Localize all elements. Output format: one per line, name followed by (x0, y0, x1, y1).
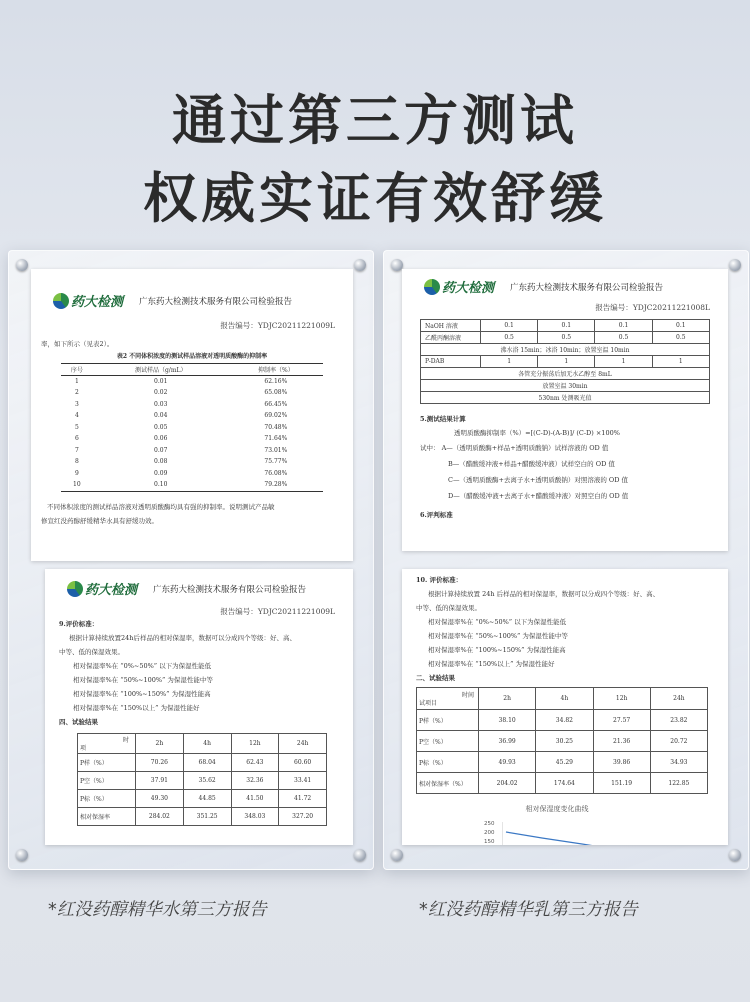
right-caption: *红没药醇精华乳第三方报告 (419, 900, 638, 920)
table-cell: 79.28% (264, 481, 288, 489)
table-row (421, 356, 710, 368)
table-cell: 60.60 (279, 754, 327, 772)
section-title: 6.评判标准 (420, 511, 453, 519)
report-number: 报告编号：YDJC20211221009L (220, 607, 335, 616)
table-row (61, 399, 323, 411)
table-cell: 0.5 (481, 332, 538, 344)
table-row (61, 433, 323, 445)
row-label: P空（%） (78, 772, 136, 790)
table-cell: 70.26 (136, 754, 184, 772)
row-label: P标（%） (417, 752, 479, 773)
level-line: 相对保湿率%在 “150%以上” 为保湿性能好 (428, 660, 555, 668)
table-cell: 21.36 (593, 731, 650, 752)
table-cell: 0.03 (154, 400, 168, 408)
column-header: 12h (231, 734, 279, 754)
table-cell: 65.08% (264, 389, 288, 397)
results-title: 四、试验结果 (59, 718, 98, 726)
paragraph: 根据计算持续放置 24h 后样品的相对保湿率，数据可以分成四个等级：好、高、 (428, 590, 660, 598)
left-caption: *红没药醇精华水第三方报告 (48, 900, 267, 920)
level-line: 相对保湿率%在 “0%~50%” 以下为保湿性能低 (73, 662, 212, 670)
table-cell: 38.10 (479, 710, 536, 731)
row-label: P样（%） (78, 754, 136, 772)
company-name: 广东药大检测技术服务有限公司检验报告 (153, 584, 307, 595)
step-cell: 各管充分振荡后加无水乙醇至 8mL (421, 368, 710, 380)
table-row (417, 773, 708, 794)
left-report-page-2 (45, 569, 353, 845)
pin-icon (354, 259, 366, 271)
paragraph: 根据计算持续放置24h后样品的相对保湿率，数据可以分成四个等级：好、高、 (69, 634, 296, 642)
table-row (421, 320, 710, 332)
chart-tick: 250 (484, 821, 495, 827)
table-cell: 5 (74, 423, 79, 431)
table-cell: 37.91 (136, 772, 184, 790)
table-cell: 174.64 (536, 773, 593, 794)
table-row (61, 468, 323, 480)
table-cell: 0.02 (154, 389, 168, 397)
inhibition-table (61, 364, 323, 491)
table-cell: 23.82 (650, 710, 707, 731)
column-header: 抑制率（%） (258, 367, 294, 374)
table-cell: 68.04 (183, 754, 231, 772)
table-cell: 0.1 (481, 320, 538, 332)
table-row (61, 422, 323, 434)
table-cell: 7 (74, 446, 79, 454)
logo-icon (67, 581, 83, 597)
column-header: 序号 (70, 367, 83, 374)
table-cell: 45.29 (536, 752, 593, 773)
column-header: 12h (593, 688, 650, 710)
table-cell: 41.50 (231, 790, 279, 808)
table-cell: 0.1 (538, 320, 595, 332)
report-number: 报告编号：YDJC20211221009L (220, 321, 335, 330)
step-cell: 放置室温 30min (421, 380, 710, 392)
level-line: 相对保湿率%在 “100%~150%” 为保湿性能高 (428, 646, 566, 654)
brand-logo (424, 277, 494, 296)
company-name: 广东药大检测技术服务有限公司检验报告 (510, 282, 664, 293)
level-line: 相对保湿率%在 “0%~50%” 以下为保湿性能低 (428, 618, 567, 626)
reagent-table (420, 319, 710, 404)
table-cell: 30.25 (536, 731, 593, 752)
table-row (61, 456, 323, 468)
table-row (421, 392, 710, 404)
table-cell: 34.93 (650, 752, 707, 773)
formula: 透明质酸酶抑制率（%）=[(C-D)-(A-B)]/ (C-D) ×100% (454, 429, 620, 437)
conclusion-line-2: 修宣红没药醇舒缓精华水具有舒缓功效。 (41, 516, 158, 525)
table-cell: 1 (538, 356, 595, 368)
logo-icon (424, 279, 440, 295)
step-cell: 沸水浴 15min；冰浴 10min；放置室温 10min (421, 344, 710, 356)
table-cell: 0.01 (154, 378, 168, 385)
results-title: 二、试验结果 (416, 674, 455, 682)
logo-text: 药大检测 (85, 583, 138, 598)
row-label: P-DAB (421, 356, 481, 368)
table-row (78, 754, 327, 772)
table-cell: 76.08% (264, 469, 288, 477)
table-cell: 0.04 (154, 412, 168, 420)
table-row (61, 410, 323, 422)
pin-icon (354, 849, 366, 861)
formula-line: B—（醋酸缓冲液+样品+醋酸缓冲液）试样空白的 OD 值 (448, 460, 615, 468)
row-label: P标（%） (78, 790, 136, 808)
corner-cell: 时间 试项目 (417, 688, 479, 710)
humidity-chart (462, 804, 652, 845)
pin-icon (16, 259, 28, 271)
table-cell: 27.57 (593, 710, 650, 731)
table-cell: 1 (652, 356, 709, 368)
table-cell: 2 (74, 389, 79, 397)
table-cell: 0.10 (154, 481, 168, 489)
chart-tick: 150 (484, 839, 495, 845)
table-title: 表2 不同体积浓度的测试样品溶液对透明质酸酶的抑制率 (116, 353, 268, 360)
table-cell: 151.19 (593, 773, 650, 794)
table-cell: 0.5 (538, 332, 595, 344)
table-cell: 41.72 (279, 790, 327, 808)
table-cell: 3 (74, 400, 79, 408)
section-title: 10. 评价标准： (416, 576, 463, 584)
paragraph: 中等、低的保湿效果。 (59, 648, 124, 656)
logo-text: 药大检测 (442, 281, 495, 296)
table-cell: 351.25 (183, 808, 231, 826)
intro-text: 率，如下所示（见表2）。 (41, 340, 114, 348)
table-row (78, 790, 327, 808)
table-cell: 0.5 (595, 332, 652, 344)
table-cell: 70.48% (264, 423, 288, 431)
row-label: P空（%） (417, 731, 479, 752)
table-row (61, 445, 323, 457)
table-row (421, 368, 710, 380)
table-cell: 10 (73, 481, 81, 489)
column-header: 4h (536, 688, 593, 710)
table-cell: 0.05 (154, 423, 168, 431)
column-header: 2h (136, 734, 184, 754)
table-cell: 0.1 (595, 320, 652, 332)
table-cell: 62.43 (231, 754, 279, 772)
row-label: P样（%） (417, 710, 479, 731)
column-header: 24h (650, 688, 707, 710)
table-cell: 35.62 (183, 772, 231, 790)
table-cell: 0.06 (154, 435, 168, 443)
table-cell: 8 (74, 458, 79, 466)
table-row (78, 808, 327, 826)
table-cell: 327.20 (279, 808, 327, 826)
table-row (417, 752, 708, 773)
logo-icon (53, 293, 69, 309)
row-label: NaOH 溶液 (421, 320, 481, 332)
right-report-page-1 (402, 269, 728, 551)
table-cell: 49.30 (136, 790, 184, 808)
table-row (417, 710, 708, 731)
table-cell: 6 (74, 435, 79, 443)
table-cell: 0.07 (154, 446, 168, 454)
level-line: 相对保湿率%在 “50%~100%” 为保湿性能中等 (73, 676, 213, 684)
formula-line: 试中： A—（透明质酸酶+样品+透明质酸钠）试样溶液的 OD 值 (420, 444, 609, 452)
table-cell: 62.16% (264, 378, 288, 385)
table-cell: 1 (481, 356, 538, 368)
table-cell: 4 (74, 412, 79, 420)
table-row (417, 731, 708, 752)
table-cell: 348.03 (231, 808, 279, 826)
section-title: 9.评价标准： (59, 620, 99, 628)
table-cell: 122.85 (650, 773, 707, 794)
table-cell: 36.99 (479, 731, 536, 752)
table-cell: 204.02 (479, 773, 536, 794)
humidity-table (416, 687, 708, 794)
right-report-frame (383, 250, 749, 870)
table-row (78, 772, 327, 790)
table-row (61, 387, 323, 399)
table-cell: 39.86 (593, 752, 650, 773)
headline-line-1: 通过第三方测试 (172, 89, 578, 152)
column-header: 4h (183, 734, 231, 754)
corner-cell: 时 项 (78, 734, 136, 754)
column-header: 2h (479, 688, 536, 710)
table-cell: 75.77% (264, 458, 288, 466)
right-report-page-2 (402, 569, 728, 845)
table-cell: 1 (74, 378, 79, 385)
logo-text: 药大检测 (71, 295, 124, 310)
pin-icon (729, 849, 741, 861)
table-cell: 32.36 (231, 772, 279, 790)
left-report-frame (8, 250, 374, 870)
table-cell: 34.82 (536, 710, 593, 731)
table-cell: 0.08 (154, 458, 168, 466)
column-header: 测试样品（g/mL） (134, 367, 187, 374)
table-cell: 0.1 (652, 320, 709, 332)
table-cell: 1 (595, 356, 652, 368)
chart-title: 相对保湿度变化曲线 (525, 805, 589, 813)
headline-line-2: 权威实证有效舒缓 (143, 167, 607, 230)
table-row (421, 344, 710, 356)
level-line: 相对保湿率%在 “50%~100%” 为保湿性能中等 (428, 632, 568, 640)
table-cell: 44.85 (183, 790, 231, 808)
chart-line (502, 822, 622, 845)
table-cell: 0.09 (154, 469, 168, 477)
humidity-table (77, 733, 327, 826)
report-number: 报告编号：YDJC20211221008L (595, 303, 710, 312)
paragraph: 中等、低的保湿效果。 (416, 604, 481, 612)
chart-tick: 200 (484, 830, 495, 836)
table-cell: 49.93 (479, 752, 536, 773)
brand-logo (53, 291, 123, 310)
table-row (421, 332, 710, 344)
table-cell: 9 (74, 469, 79, 477)
level-line: 相对保湿率%在 “150%以上” 为保湿性能好 (73, 704, 200, 712)
table-row (61, 479, 323, 491)
table-cell: 33.41 (279, 772, 327, 790)
table-cell: 284.02 (136, 808, 184, 826)
formula-line: C—（透明质酸酶+去离子水+透明质酸钠）对照溶液的 OD 值 (448, 476, 629, 484)
table-cell: 73.01% (264, 446, 288, 454)
section-title: 5.测试结果计算 (420, 415, 466, 423)
row-label: 乙酰丙酮溶液 (421, 332, 481, 344)
column-header: 24h (279, 734, 327, 754)
company-name: 广东药大检测技术服务有限公司检验报告 (139, 296, 293, 307)
table-cell: 71.64% (264, 435, 288, 443)
table-row (61, 376, 323, 388)
level-line: 相对保湿率%在 “100%~150%” 为保湿性能高 (73, 690, 211, 698)
table-cell: 66.45% (264, 400, 288, 408)
conclusion-line-1: 不同体积浓度的测试样品溶液对透明质酸酶均具有强的抑制率。说明测试产品敏 (47, 502, 275, 511)
formula-line: D—（醋酸缓冲液+去离子水+醋酸缓冲液）对照空白的 OD 值 (448, 492, 629, 500)
row-label: 相对保湿率 (78, 808, 136, 826)
table-cell: 0.5 (652, 332, 709, 344)
table-cell: 69.02% (264, 412, 288, 420)
step-cell: 530nm 处测吸光值 (421, 392, 710, 404)
pin-icon (729, 259, 741, 271)
brand-logo (67, 579, 137, 598)
left-report-page-1 (31, 269, 353, 561)
table-cell: 20.72 (650, 731, 707, 752)
pin-icon (391, 849, 403, 861)
pin-icon (16, 849, 28, 861)
row-label: 相对保湿率（%） (417, 773, 479, 794)
table-row (421, 380, 710, 392)
